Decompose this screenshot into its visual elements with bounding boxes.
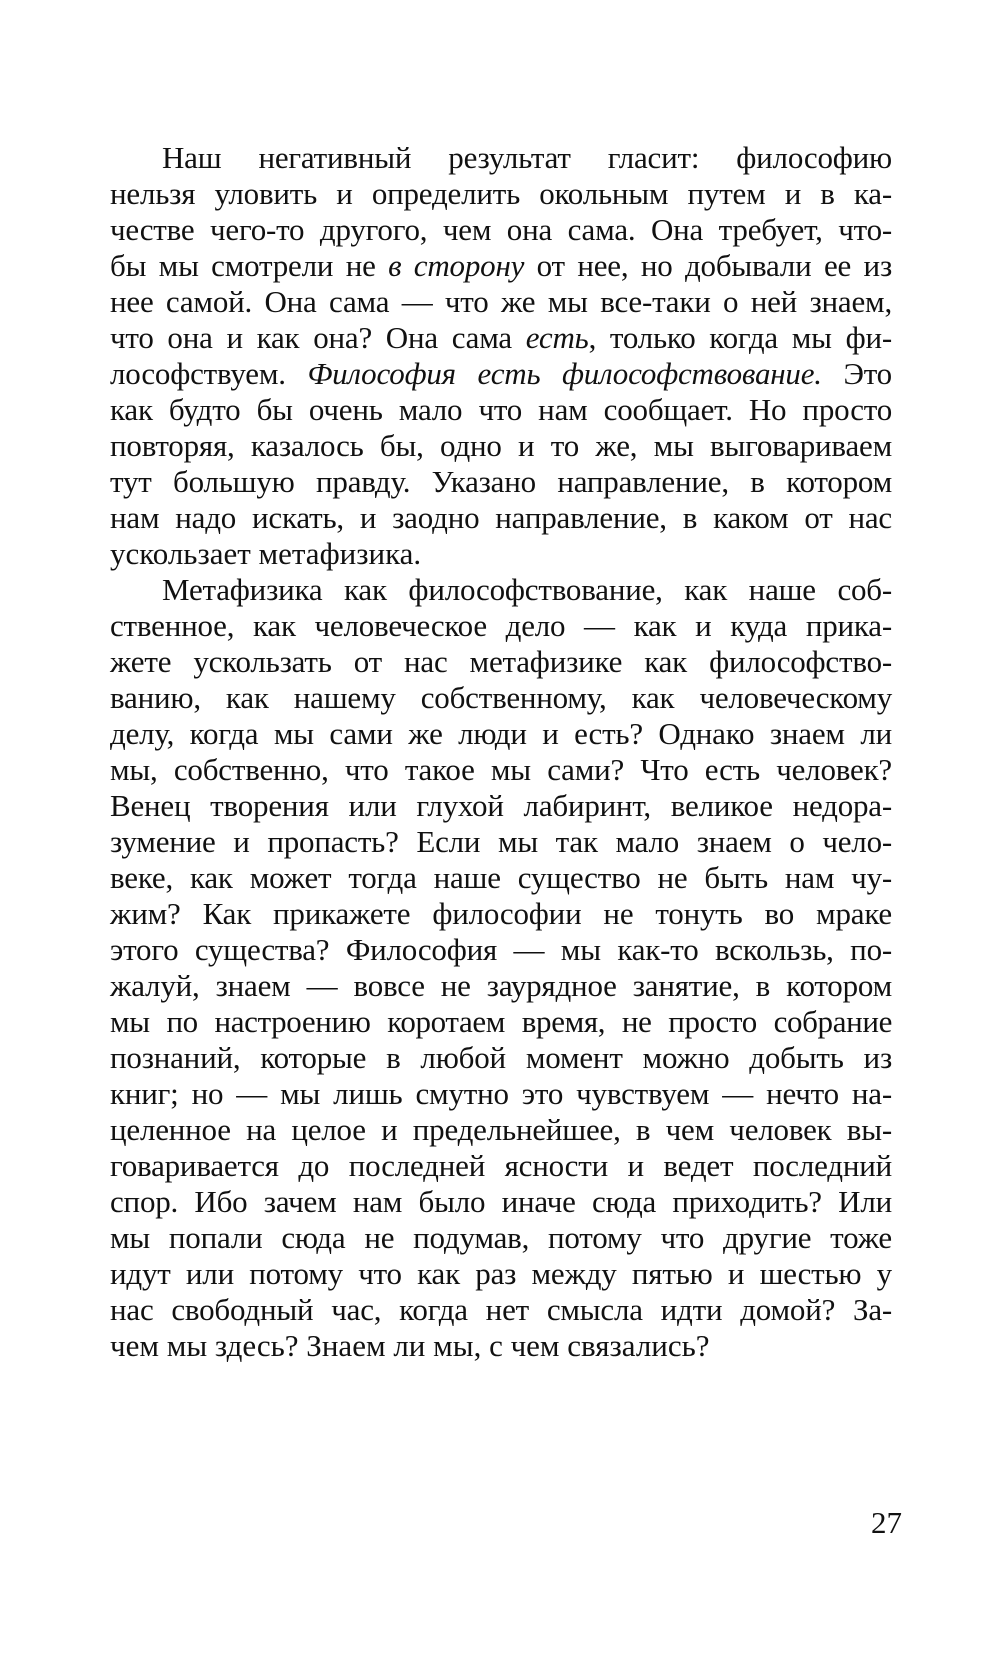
text-segment: Это <box>821 356 892 391</box>
text-line: Наш негативный результат гласит: философию <box>162 140 892 175</box>
text-line: познаний, которые в любой момент можно добыть из <box>110 1040 892 1075</box>
text-line: тут большую правду. Указано направление, в котором <box>110 464 892 499</box>
text-line: идут или потому что как раз между пятью и шестью у <box>110 1256 892 1291</box>
text-line: делу, когда мы сами же люди и есть? Однако знаем ли <box>110 716 892 751</box>
text-line: как будто бы очень мало что нам сообщает. Но просто <box>110 392 892 427</box>
emphasis-text: в сторону <box>388 248 525 283</box>
text-line: нас свободный час, когда нет смысла идти домой? За- <box>110 1292 892 1327</box>
text-line: говаривается до последней ясности и ведет последний <box>110 1148 892 1183</box>
page-number: 27 <box>871 1505 902 1540</box>
text-line: повторяя, казалось бы, одно и то же, мы выговариваем <box>110 428 892 463</box>
text-line: мы, собственно, что такое мы сами? Что есть человек? <box>110 752 892 787</box>
text-line-with-emphasis <box>110 248 892 284</box>
text-line: спор. Ибо зачем нам было иначе сюда приходить? Или <box>110 1184 892 1219</box>
text-line: целенное на целое и предельнейшее, в чем человек вы- <box>110 1112 892 1147</box>
text-line: чем мы здесь? Знаем ли мы, с чем связались? <box>110 1328 710 1363</box>
text-line: жете ускользать от нас метафизике как философство- <box>110 644 892 679</box>
text-line: зумение и пропасть? Если мы так мало знаем о чело- <box>110 824 892 859</box>
text-line: нее самой. Она сама — что же мы все-таки о ней знаем, <box>110 284 892 319</box>
text-line: нам надо искать, и заодно направление, в каком от нас <box>110 500 892 535</box>
text-line-with-emphasis <box>110 320 892 356</box>
text-line: Метафизика как философствование, как наше соб- <box>162 572 892 607</box>
text-line: книг; но — мы лишь смутно это чувствуем — нечто на- <box>110 1076 892 1111</box>
text-segment: , только когда мы фи- <box>588 320 892 355</box>
text-line: жалуй, знаем — вовсе не заурядное занятие, в котором <box>110 968 892 1003</box>
text-line: мы по настроению коротаем время, не просто собрание <box>110 1004 892 1039</box>
text-segment: от нее, но добывали ее из <box>524 248 892 283</box>
text-line-with-emphasis <box>110 356 892 392</box>
paragraph-1 <box>110 140 892 572</box>
text-segment: что она и как она? Она сама <box>110 320 526 355</box>
text-line: честве чего-то другого, чем она сама. Она требует, что- <box>110 212 892 247</box>
paragraph-2 <box>110 572 892 1364</box>
text-line: Венец творения или глухой лабиринт, великое недора- <box>110 788 892 823</box>
text-line: ванию, как нашему собственному, как человеческому <box>110 680 892 715</box>
body-text <box>110 140 892 1364</box>
text-line: этого существа? Философия — мы как-то вскользь, по- <box>110 932 892 967</box>
text-segment: лософствуем. <box>110 356 308 391</box>
text-line: ственное, как человеческое дело — как и куда прика- <box>110 608 892 643</box>
emphasis-text: есть <box>525 320 589 355</box>
text-line: нельзя уловить и определить окольным путем и в ка- <box>110 176 892 211</box>
text-line: мы попали сюда не подумав, потому что другие тоже <box>110 1220 892 1255</box>
text-segment: бы мы смотрели не <box>110 248 389 283</box>
emphasis-text: Философия есть философствование. <box>307 356 822 391</box>
text-line: жим? Как прикажете философии не тонуть во мраке <box>110 896 892 931</box>
text-line: ускользает метафизика. <box>110 536 422 571</box>
text-line: веке, как может тогда наше существо не быть нам чу- <box>110 860 892 895</box>
